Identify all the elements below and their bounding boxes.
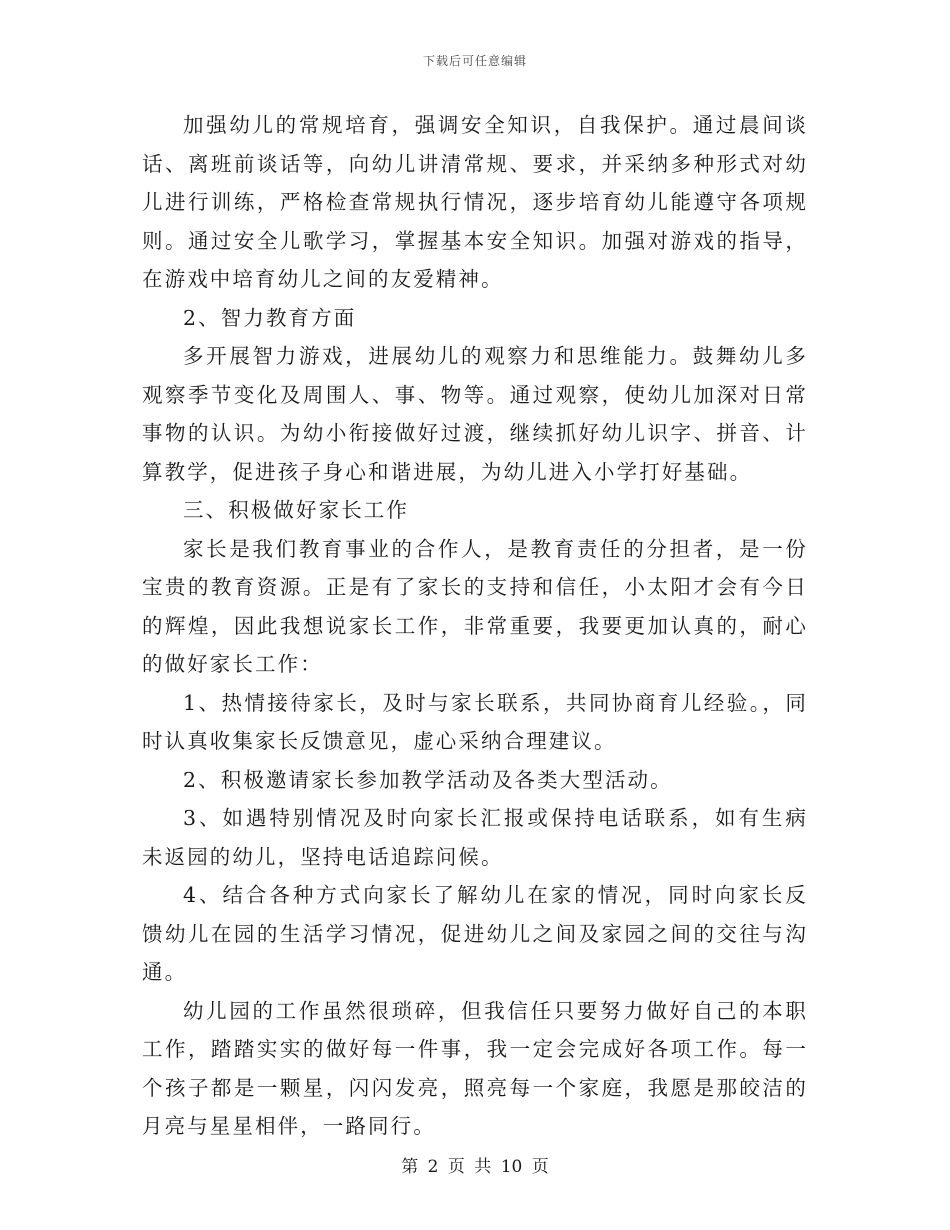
page-number: 第 2 页 共 10 页 <box>401 1157 549 1177</box>
list-item-2: 2、积极邀请家长参加教学活动及各类大型活动。 <box>183 767 673 792</box>
list-item-3: 3、如遇特别情况及时向家长汇报或保持电话联系，如有生病未返园的幼儿，坚持电话追踪问候。 <box>142 806 808 869</box>
heading-intellectual-education: 2、智力教育方面 <box>183 305 357 330</box>
heading-parent-work: 三、积极做好家长工作 <box>183 498 409 522</box>
paragraph-routine-training: 加强幼儿的常规培育，强调安全知识，自我保护。通过晨间谈话、离班前谈话等，向幼儿讲清常规、要求，并采纳多种形式对幼儿进行训练，严格检查常规执行情况，逐步培育幼儿能遵守各项规则。通过安全儿歌学习，掌握基本安全知识。加强对游戏的指导，在游戏中培育幼儿之间的友爱精神。 <box>142 113 808 291</box>
document-body <box>142 106 808 1146</box>
list-item-1: 1、热情接待家长，及时与家长联系，共同协商育儿经验。，同时认真收集家长反馈意见，虚心采纳合理建议。 <box>142 690 808 753</box>
paragraph-intellectual-games: 多开展智力游戏，进展幼儿的观察力和思维能力。鼓舞幼儿多观察季节变化及周围人、事、物等。通过观察，使幼儿加深对日常事物的认识。为幼小衔接做好过渡，继续抓好幼儿识字、拼音、计算教学，促进孩子身心和谐进展，为幼儿进入小学打好基础。 <box>142 344 808 484</box>
page-header: 下载后可任意编辑 <box>422 54 527 68</box>
paragraph-conclusion: 幼儿园的工作虽然很琐碎，但我信任只要努力做好自己的本职工作，踏踏实实的做好每一件事，我一定会完成好各项工作。每一个孩子都是一颗星，闪闪发亮，照亮每一个家庭，我愿是那皎洁的月亮与星星相伴，一路同行。 <box>142 998 808 1138</box>
paragraph-parents-partners: 家长是我们教育事业的合作人，是教育责任的分担者，是一份宝贵的教育资源。正是有了家长的支持和信任，小太阳才会有今日的辉煌，因此我想说家长工作，非常重要，我要更加认真的，耐心的做好家长工作： <box>142 536 808 676</box>
list-item-4: 4、结合各种方式向家长了解幼儿在家的情况，同时向家长反馈幼儿在园的生活学习情况，促进幼儿之间及家园之间的交往与沟通。 <box>142 883 808 984</box>
